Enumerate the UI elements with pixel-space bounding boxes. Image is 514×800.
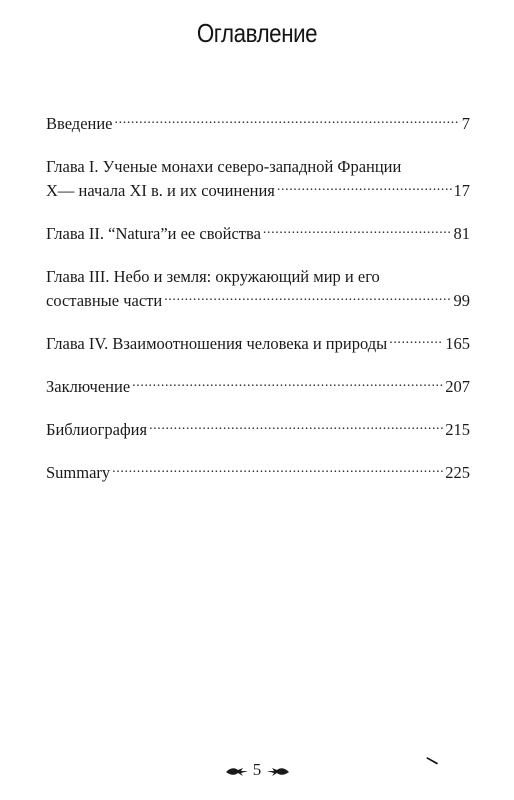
toc-entry-summary[interactable] [46,461,470,485]
toc-entry-row [46,418,470,442]
page-number: 5 [252,760,262,779]
toc-entry-title-line2: X— начала XI в. и их сочинения [46,181,275,200]
toc-page-number: 7 [461,114,470,133]
dot-leader [132,376,443,392]
toc-entry-chapter-2[interactable] [46,222,470,246]
toc-entry-title: Введение [46,114,113,133]
dot-leader [149,419,443,435]
page-title: Оглавление [196,18,318,48]
toc-entry-bibliography[interactable] [46,418,470,442]
dot-leader [112,462,443,478]
dot-leader [263,223,452,239]
ink-mark-icon [426,755,440,765]
toc-entry-title: Глава II. “Natura”и ее свойства [46,224,261,243]
toc-page-number: 99 [453,291,470,310]
toc-entry-conclusion[interactable] [46,375,470,399]
toc-entry-title: Глава IV. Взаимоотношения человека и природы [46,334,388,353]
toc-page-number: 165 [445,334,470,353]
dot-leader [277,180,452,196]
fleuron-left-icon [225,764,249,778]
toc-entry-row [46,112,470,136]
dot-leader [389,333,443,349]
toc-entry-row [46,461,470,485]
fleuron-right-icon [266,764,290,778]
toc-entry-title: Заключение [46,377,131,396]
toc-page-number: 17 [453,181,470,200]
toc-entry-row [46,375,470,399]
toc-page-number: 225 [445,463,470,482]
toc-page-number: 207 [445,377,470,396]
toc-entry-row [46,222,470,246]
toc-entry-introduction[interactable] [46,112,470,136]
toc-entry-title-line1: Глава III. Небо и земля: окружающий мир и его [46,267,380,286]
dot-leader [115,113,460,129]
toc-entry-chapter-3[interactable] [46,265,470,313]
toc-entry-title: Summary [46,463,111,482]
toc-entry-chapter-4[interactable] [46,332,470,356]
toc-entry-title: Библиография [46,420,148,439]
toc-page-number: 81 [453,224,470,243]
table-of-contents [46,112,470,504]
toc-entry-row [46,332,470,356]
toc-page-number: 215 [445,420,470,439]
toc-entry-chapter-1[interactable] [46,155,470,203]
toc-entry-title-line1: Глава I. Ученые монахи северо-западной Франции [46,157,402,176]
toc-entry-title-line2: составные части [46,291,163,310]
toc-entry-row [46,289,470,313]
toc-entry-row [46,179,470,203]
dot-leader [164,290,451,306]
